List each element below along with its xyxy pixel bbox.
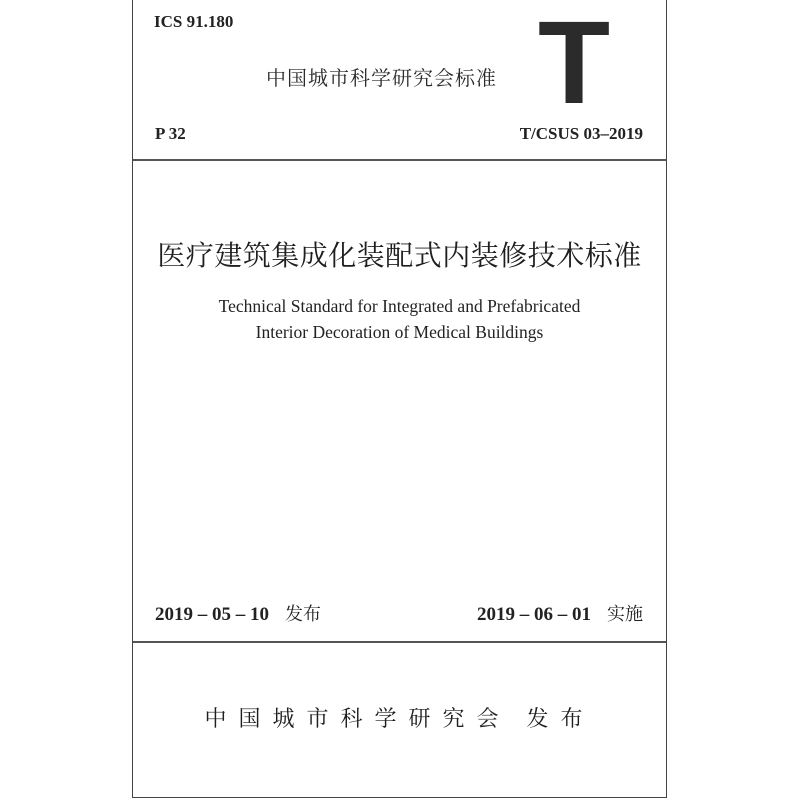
publisher-line bbox=[133, 702, 666, 733]
publisher-label: 发布 bbox=[526, 707, 595, 732]
title-english-line-2: Interior Decoration of Medical Buildings bbox=[255, 322, 544, 342]
standard-type-letter: T bbox=[538, 0, 611, 129]
publish-label: 发布 bbox=[285, 604, 321, 625]
standard-number: T/CSUS 03–2019 bbox=[519, 124, 643, 143]
bottom-divider bbox=[133, 641, 666, 643]
effective-label: 实施 bbox=[607, 604, 643, 625]
top-divider bbox=[133, 159, 666, 161]
standard-cover bbox=[132, 0, 667, 798]
organization-standard-label: 中国城市科学研究会标准 bbox=[266, 66, 497, 90]
publish-date: 2019 – 05 – 10 bbox=[155, 604, 269, 625]
title-english bbox=[133, 293, 666, 345]
classification-code: P 32 bbox=[155, 124, 186, 143]
title-chinese: 医疗建筑集成化装配式内装修技术标准 bbox=[157, 239, 642, 272]
ics-code: ICS 91.180 bbox=[154, 12, 234, 31]
effective-date-block bbox=[477, 600, 643, 626]
publish-date-block bbox=[155, 600, 321, 626]
title-english-line-1: Technical Standard for Integrated and Prefabricated bbox=[218, 296, 581, 316]
publisher-name: 中国城市科学研究会 bbox=[204, 707, 511, 732]
effective-date: 2019 – 06 – 01 bbox=[477, 604, 591, 625]
